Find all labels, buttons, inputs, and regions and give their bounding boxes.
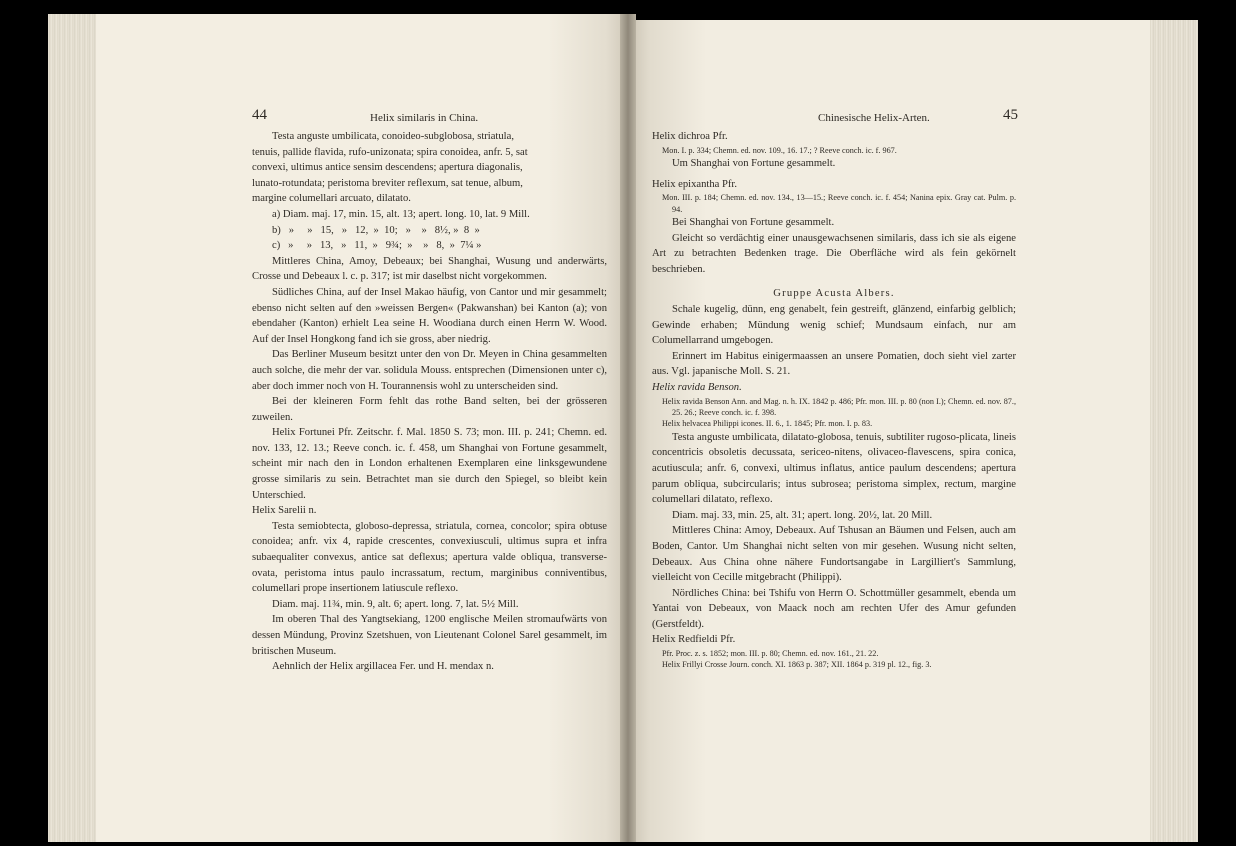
paragraph: Nördliches China: bei Tshifu von Herrn O. Schottmüller gesammelt, ebenda um Yantai von Debeaux, von Maack noch am rechten Ufer des Amur gefunden (Gerstfeldt). [652, 587, 1016, 630]
right-page-body [652, 129, 1016, 671]
paragraph: Helix Fortunei Pfr. Zeitschr. f. Mal. 1850 S. 73; mon. III. p. 241; Chemn. ed. nov. 133, 12. 13.; Reeve conch. ic. f. 458, um Shanghai von Fortune gesammelt, scheint mir nach den in London erhaltenen Exemplaren eine linksgewundene grosse similaris zu sein. Betrachtet man sie durch den Spiegel, so bleibt kein Unterschied. [252, 427, 607, 501]
reference: Mon. I. p. 334; Chemn. ed. nov. 109., 16. 17.; ? Reeve conch. ic. f. 967. [662, 145, 897, 155]
description-line: tenuis, pallide flavida, rufo-unizonata; spira conoidea, anfr. 5, sat [252, 146, 528, 158]
species-heading: Helix Sarelii n. [252, 505, 317, 517]
left-page-number: 44 [252, 107, 267, 123]
right-page-number: 45 [1003, 107, 1018, 123]
left-page-edge [48, 14, 96, 842]
reference: Helix ravida Benson Ann. and Mag. n. h. IX. 1842 p. 486; Pfr. mon. III. p. 80 (non I.); Chemn. ed. nov. 87., 25. 26.; Reeve conch. ic. f. 398. [662, 396, 1016, 417]
measurement-c: c) » » 13, » 11, » 9¾; » » 8, » 7¼ » [272, 240, 482, 252]
species-heading: Helix epixantha Pfr. [652, 178, 738, 190]
right-page-edge [1150, 20, 1198, 842]
paragraph: Südliches China, auf der Insel Makao häufig, von Cantor und mir gesammelt; ebenso nicht selten auf den »weissen Bergen« (Pakwanshan) bei Kanton (a); von ebendaher (Kanton) erhielt Lea seine H. Woodiana durch einen Herrn W. Wood. Auf der Insel Hongkong fand ich sie gross, aber niedrig. [252, 286, 607, 345]
paragraph: Mittleres China, Amoy, Debeaux; bei Shanghai, Wusung und anderwärts, Crosse und Debeaux l. c. p. 317; ist mir daselbst nicht vorgekommen. [252, 255, 607, 283]
species-heading: Helix Redfieldi Pfr. [652, 634, 736, 646]
reference: Pfr. Proc. z. s. 1852; mon. III. p. 80; Chemn. ed. nov. 161., 21. 22. [662, 649, 879, 659]
measurement-b: b) » » 15, » 12, » 10; » » 8½, » 8 » [272, 224, 480, 236]
group-heading: Gruppe Acusta Albers. [773, 288, 895, 300]
description-line: margine columellari arcuato, dilatato. [252, 193, 411, 205]
reference: Mon. III. p. 184; Chemn. ed. nov. 134., 13—15.; Reeve conch. ic. f. 454; Nanina epix. Gray cat. Pulm. p. 94. [662, 193, 1016, 214]
paragraph: Das Berliner Museum besitzt unter den von Dr. Meyen in China gesammelten auch solche, die mehr der var. solidula Mouss. entsprechen (Dimensionen unter c), aber doch immer noch von H. Tourannensis wohl zu unterscheiden sind. [252, 349, 607, 392]
paragraph: Schale kugelig, dünn, eng genabelt, fein gestreift, glänzend, einfarbig gelblich; Gewinde erhaben; Mündung wenig schief; Mundsaum einfach, nur am Columellarrand umgebogen. [652, 303, 1016, 347]
paragraph: Diam. maj. 33, min. 25, alt. 31; apert. long. 20½, lat. 20 Mill. [672, 509, 933, 521]
paragraph: Bei der kleineren Form fehlt das rothe Band selten, bei der grösseren zuweilen. [252, 396, 607, 423]
description-line: Testa anguste umbilicata, conoideo-subglobosa, striatula, [272, 131, 514, 142]
paragraph: Erinnert im Habitus einigermaassen an unsere Pomatien, doch sieht viel zarter aus. Vgl. japanische Moll. S. 21. [652, 350, 1016, 378]
paragraph: Aehnlich der Helix argillacea Fer. und H. mendax n. [272, 661, 494, 673]
right-running-head: Chinesische Helix-Arten. [818, 112, 930, 124]
paragraph: Um Shanghai von Fortune gesammelt. [672, 158, 836, 169]
measurement-a: a) Diam. maj. 17, min. 15, alt. 13; apert. long. 10, lat. 9 Mill. [272, 208, 530, 220]
paragraph: Testa anguste umbilicata, dilatato-globosa, tenuis, subtiliter rugoso-plicata, lineis concentricis obsoletis decussata, sericeo-nitens, olivaceo-flavescens, spira conica, acutiuscula; anfr. 6, convexi, ultimus inflatus, antice paulum descendens; apertura parum obliqua, subcircularis; intus subrosea; peristoma simplex, rectum, margine columellari dilatato, reflexo. [652, 431, 1016, 506]
left-page-body [252, 129, 607, 675]
left-running-head: Helix similaris in China. [370, 112, 479, 124]
description-line: lunato-rotundata; peristoma breviter reflexum, sat tenue, album, [252, 177, 523, 189]
reference: Helix Frillyi Crosse Journ. conch. XI. 1863 p. 387; XII. 1864 p. 319 pl. 12., fig. 3. [662, 660, 932, 670]
paragraph: Gleicht so verdächtig einer unausgewachsenen similaris, dass ich sie als eigene Art zu betrachten Bedenken trage. Die Oberfläche wird als fein gekörnelt beschrieben. [652, 232, 1016, 275]
paragraph: Mittleres China: Amoy, Debeaux. Auf Tshusan an Bäumen und Felsen, auch am Boden, Cantor. Um Shanghai nicht selten von mir gesehen. Wusung nicht selten, Debeaux. Aus China ohne nähere Fundortsangabe in Largilliert's Sammlung, vielleicht von Cecille mitgebracht (Philippi). [652, 525, 1016, 584]
species-heading: Helix ravida Benson. [652, 381, 742, 393]
paragraph: Im oberen Thal des Yangtsekiang, 1200 englische Meilen stromaufwärts von dessen Mündung, Provinz Szetshuen, von Lieutenant Colonel Sarel gesammelt, im britischen Museum. [252, 614, 607, 657]
paragraph: Testa semiobtecta, globoso-depressa, striatula, cornea, concolor; spira obtuse conoidea; anfr. vix 4, rapide crescentes, convexiusculi, ultimus supra et infra subaequaliter convexus, antice sat deflexus; apertura valde obliqua, transverse-ovata, peristoma intus paulo incrassatum, rectum, marginibus conniventibus, columellari prope insertionem latiuscule reflexo. [252, 520, 607, 595]
species-heading: Helix dichroa Pfr. [652, 131, 728, 142]
paragraph: Diam. maj. 11¾, min. 9, alt. 6; apert. long. 7, lat. 5½ Mill. [272, 598, 519, 610]
description-line: convexi, ultimus antice sensim descendens; apertura diagonalis, [252, 162, 523, 174]
book-gutter [620, 14, 636, 842]
reference: Helix helvacea Philippi icones. II. 6., 1. 1845; Pfr. mon. I. p. 83. [662, 419, 873, 429]
paragraph: Bei Shanghai von Fortune gesammelt. [672, 217, 835, 228]
